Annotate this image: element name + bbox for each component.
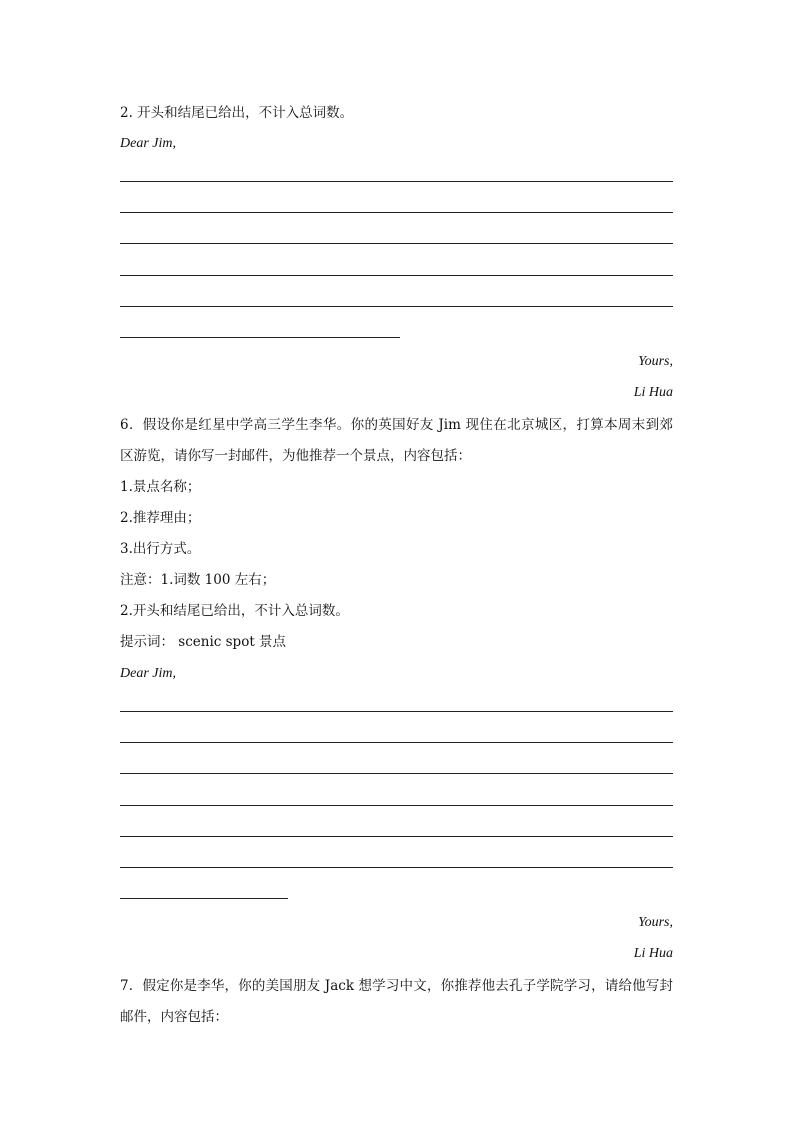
section1-note: 2. 开头和结尾已给出，不计入总词数。 [120, 105, 354, 121]
q6-signature: Li Hua [633, 946, 673, 961]
writing-line [120, 711, 673, 712]
writing-line [120, 805, 673, 806]
q6-closing: Yours, [638, 915, 673, 930]
section1-signature: Li Hua [633, 385, 673, 400]
q7-prompt-line1: 7．假定你是李华，你的美国朋友 Jack 想学习中文，你推荐他去孔子学院学习，请给他写封 [120, 978, 673, 994]
writing-line [120, 742, 673, 743]
q6-note-2: 2.开头和结尾已给出，不计入总词数。 [120, 603, 349, 619]
q6-item-1: 1.景点名称； [120, 479, 201, 495]
q6-prompt-line1: 6．假设你是红星中学高三学生李华。你的英国好友 Jim 现住在北京城区，打算本周末到郊 [120, 417, 673, 433]
q6-salutation: Dear Jim, [120, 666, 176, 681]
writing-line [120, 773, 673, 774]
writing-line [120, 181, 673, 182]
q7-prompt-line2: 邮件，内容包括： [120, 1009, 228, 1025]
writing-line [120, 306, 673, 307]
writing-line [120, 836, 673, 837]
writing-line-short [120, 898, 288, 899]
q6-item-3: 3.出行方式。 [120, 541, 201, 557]
q6-note-1: 注意：1.词数 100 左右； [120, 572, 276, 588]
section1-closing: Yours, [638, 354, 673, 369]
section1-salutation: Dear Jim, [120, 136, 176, 151]
q6-hint: 提示词： scenic spot 景点 [120, 634, 287, 650]
writing-line [120, 243, 673, 244]
writing-line-short [120, 337, 400, 338]
q6-prompt-line2: 区游览，请你写一封邮件，为他推荐一个景点，内容包括： [120, 448, 471, 464]
writing-line [120, 275, 673, 276]
writing-line [120, 867, 673, 868]
writing-line [120, 212, 673, 213]
q6-item-2: 2.推荐理由； [120, 510, 201, 526]
